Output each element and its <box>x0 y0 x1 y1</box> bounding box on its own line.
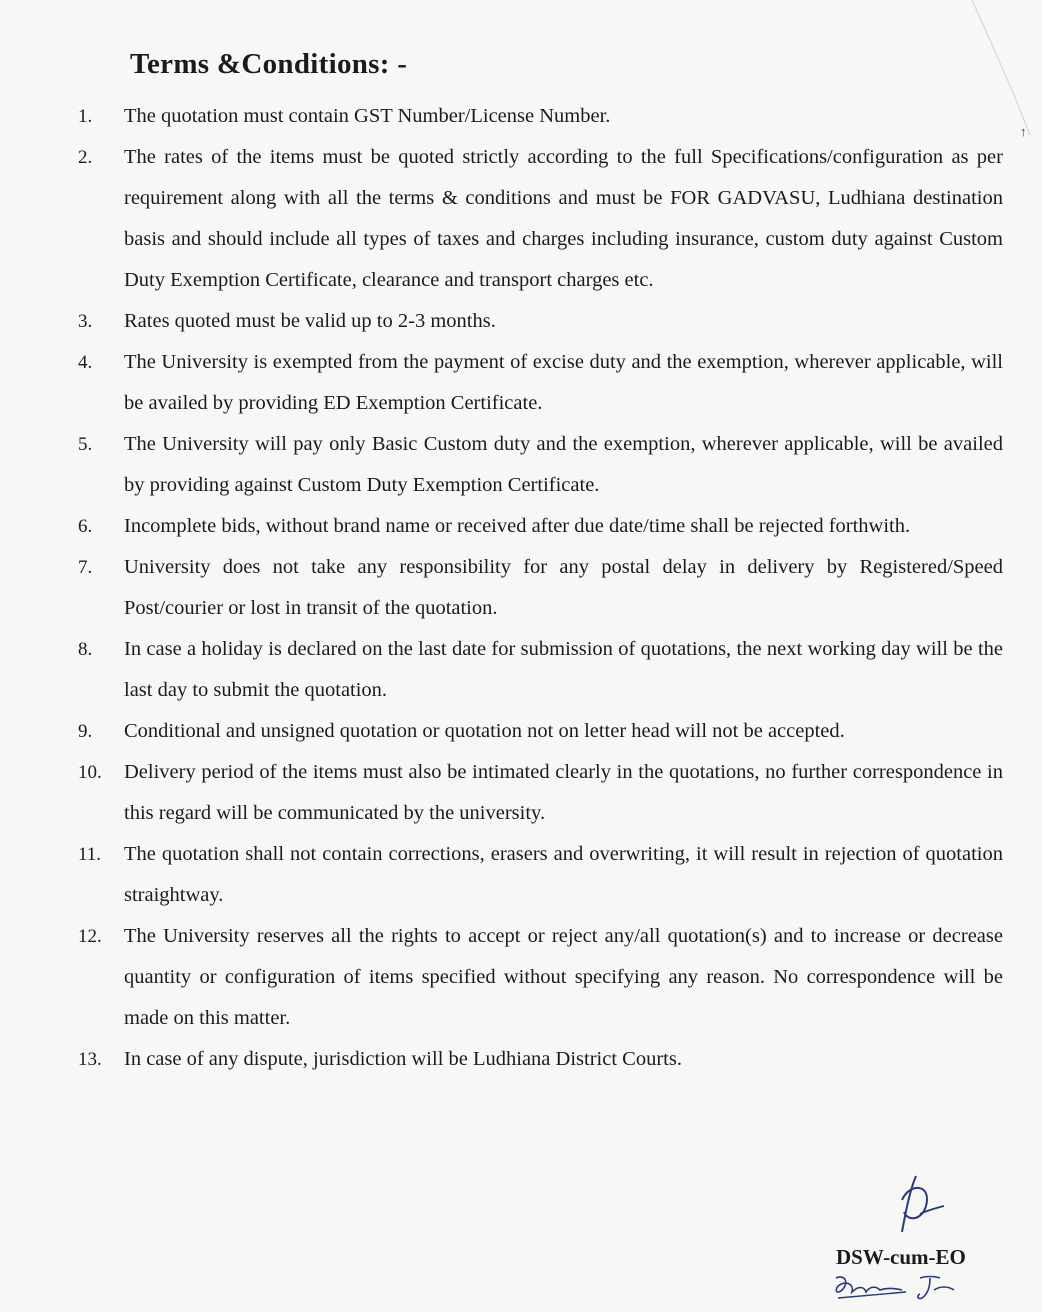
term-text: In case a holiday is declared on the last date for submission of quotations, the next working day will be the last day to submit the quotation. <box>124 638 1003 701</box>
signature-mark <box>880 1170 950 1240</box>
term-text: The University reserves all the rights to accept or reject any/all quotation(s) and to increase or decrease quantity or configuration of items specified without specifying any reason. No correspondence will be made on this matter. <box>124 925 1003 1029</box>
term-number: 12. <box>78 926 102 947</box>
term-text: Delivery period of the items must also be intimated clearly in the quotations, no further correspondence in this regard will be communicated by the university. <box>124 761 1003 824</box>
signatory-title: DSW-cum-EO <box>836 1245 966 1269</box>
term-item <box>78 1039 1003 1080</box>
term-item <box>78 137 1003 301</box>
term-number: 7. <box>78 557 93 578</box>
term-text: The quotation shall not contain corrections, erasers and overwriting, it will result in rejection of quotation straightway. <box>124 843 1003 906</box>
term-text: Incomplete bids, without brand name or received after due date/time shall be rejected forthwith. <box>124 515 911 537</box>
term-number: 5. <box>78 434 93 455</box>
term-item <box>78 834 1003 916</box>
page-title: Terms &Conditions: - <box>130 48 408 80</box>
term-number: 11. <box>78 844 102 865</box>
term-number: 10. <box>78 762 102 783</box>
term-number: 4. <box>78 352 93 373</box>
term-text: The quotation must contain GST Number/License Number. <box>124 105 611 127</box>
term-text: University does not take any responsibility for any postal delay in delivery by Registered/Speed Post/courier or lost in transit of the quotation. <box>124 556 1003 619</box>
term-item <box>78 342 1003 424</box>
term-number: 1. <box>78 106 93 127</box>
term-text: The rates of the items must be quoted strictly according to the full Specifications/configuration as per requirement along with all the terms & conditions and must be FOR GADVASU, Ludhiana destination basis and should include all types of taxes and charges including insurance, custom duty against Custom Duty Exemption Certificate, clearance and transport charges etc. <box>124 146 1003 291</box>
term-item <box>78 752 1003 834</box>
term-text: The University will pay only Basic Custom duty and the exemption, wherever applicable, will be availed by providing against Custom Duty Exemption Certificate. <box>124 433 1003 496</box>
term-item <box>78 629 1003 711</box>
term-text: Conditional and unsigned quotation or quotation not on letter head will not be accepted. <box>124 720 845 742</box>
term-number: 2. <box>78 147 93 168</box>
term-number: 8. <box>78 639 93 660</box>
term-text: In case of any dispute, jurisdiction will be Ludhiana District Courts. <box>124 1048 682 1070</box>
terms-list <box>78 96 1003 1080</box>
term-number: 13. <box>78 1049 102 1070</box>
term-item <box>78 301 1003 342</box>
term-item <box>78 711 1003 752</box>
term-text: The University is exempted from the payment of excise duty and the exemption, wherever applicable, will be availed by providing ED Exemption Certificate. <box>124 351 1003 414</box>
term-item <box>78 916 1003 1039</box>
term-number: 9. <box>78 721 93 742</box>
term-text: Rates quoted must be valid up to 2-3 months. <box>124 310 496 332</box>
term-number: 6. <box>78 516 93 537</box>
term-item <box>78 96 1003 137</box>
term-item <box>78 424 1003 506</box>
term-item <box>78 547 1003 629</box>
handwritten-signature <box>830 1268 970 1308</box>
margin-mark: ↑ <box>1020 124 1027 139</box>
term-item <box>78 506 1003 547</box>
term-number: 3. <box>78 311 93 332</box>
signature-block <box>830 1170 1000 1305</box>
